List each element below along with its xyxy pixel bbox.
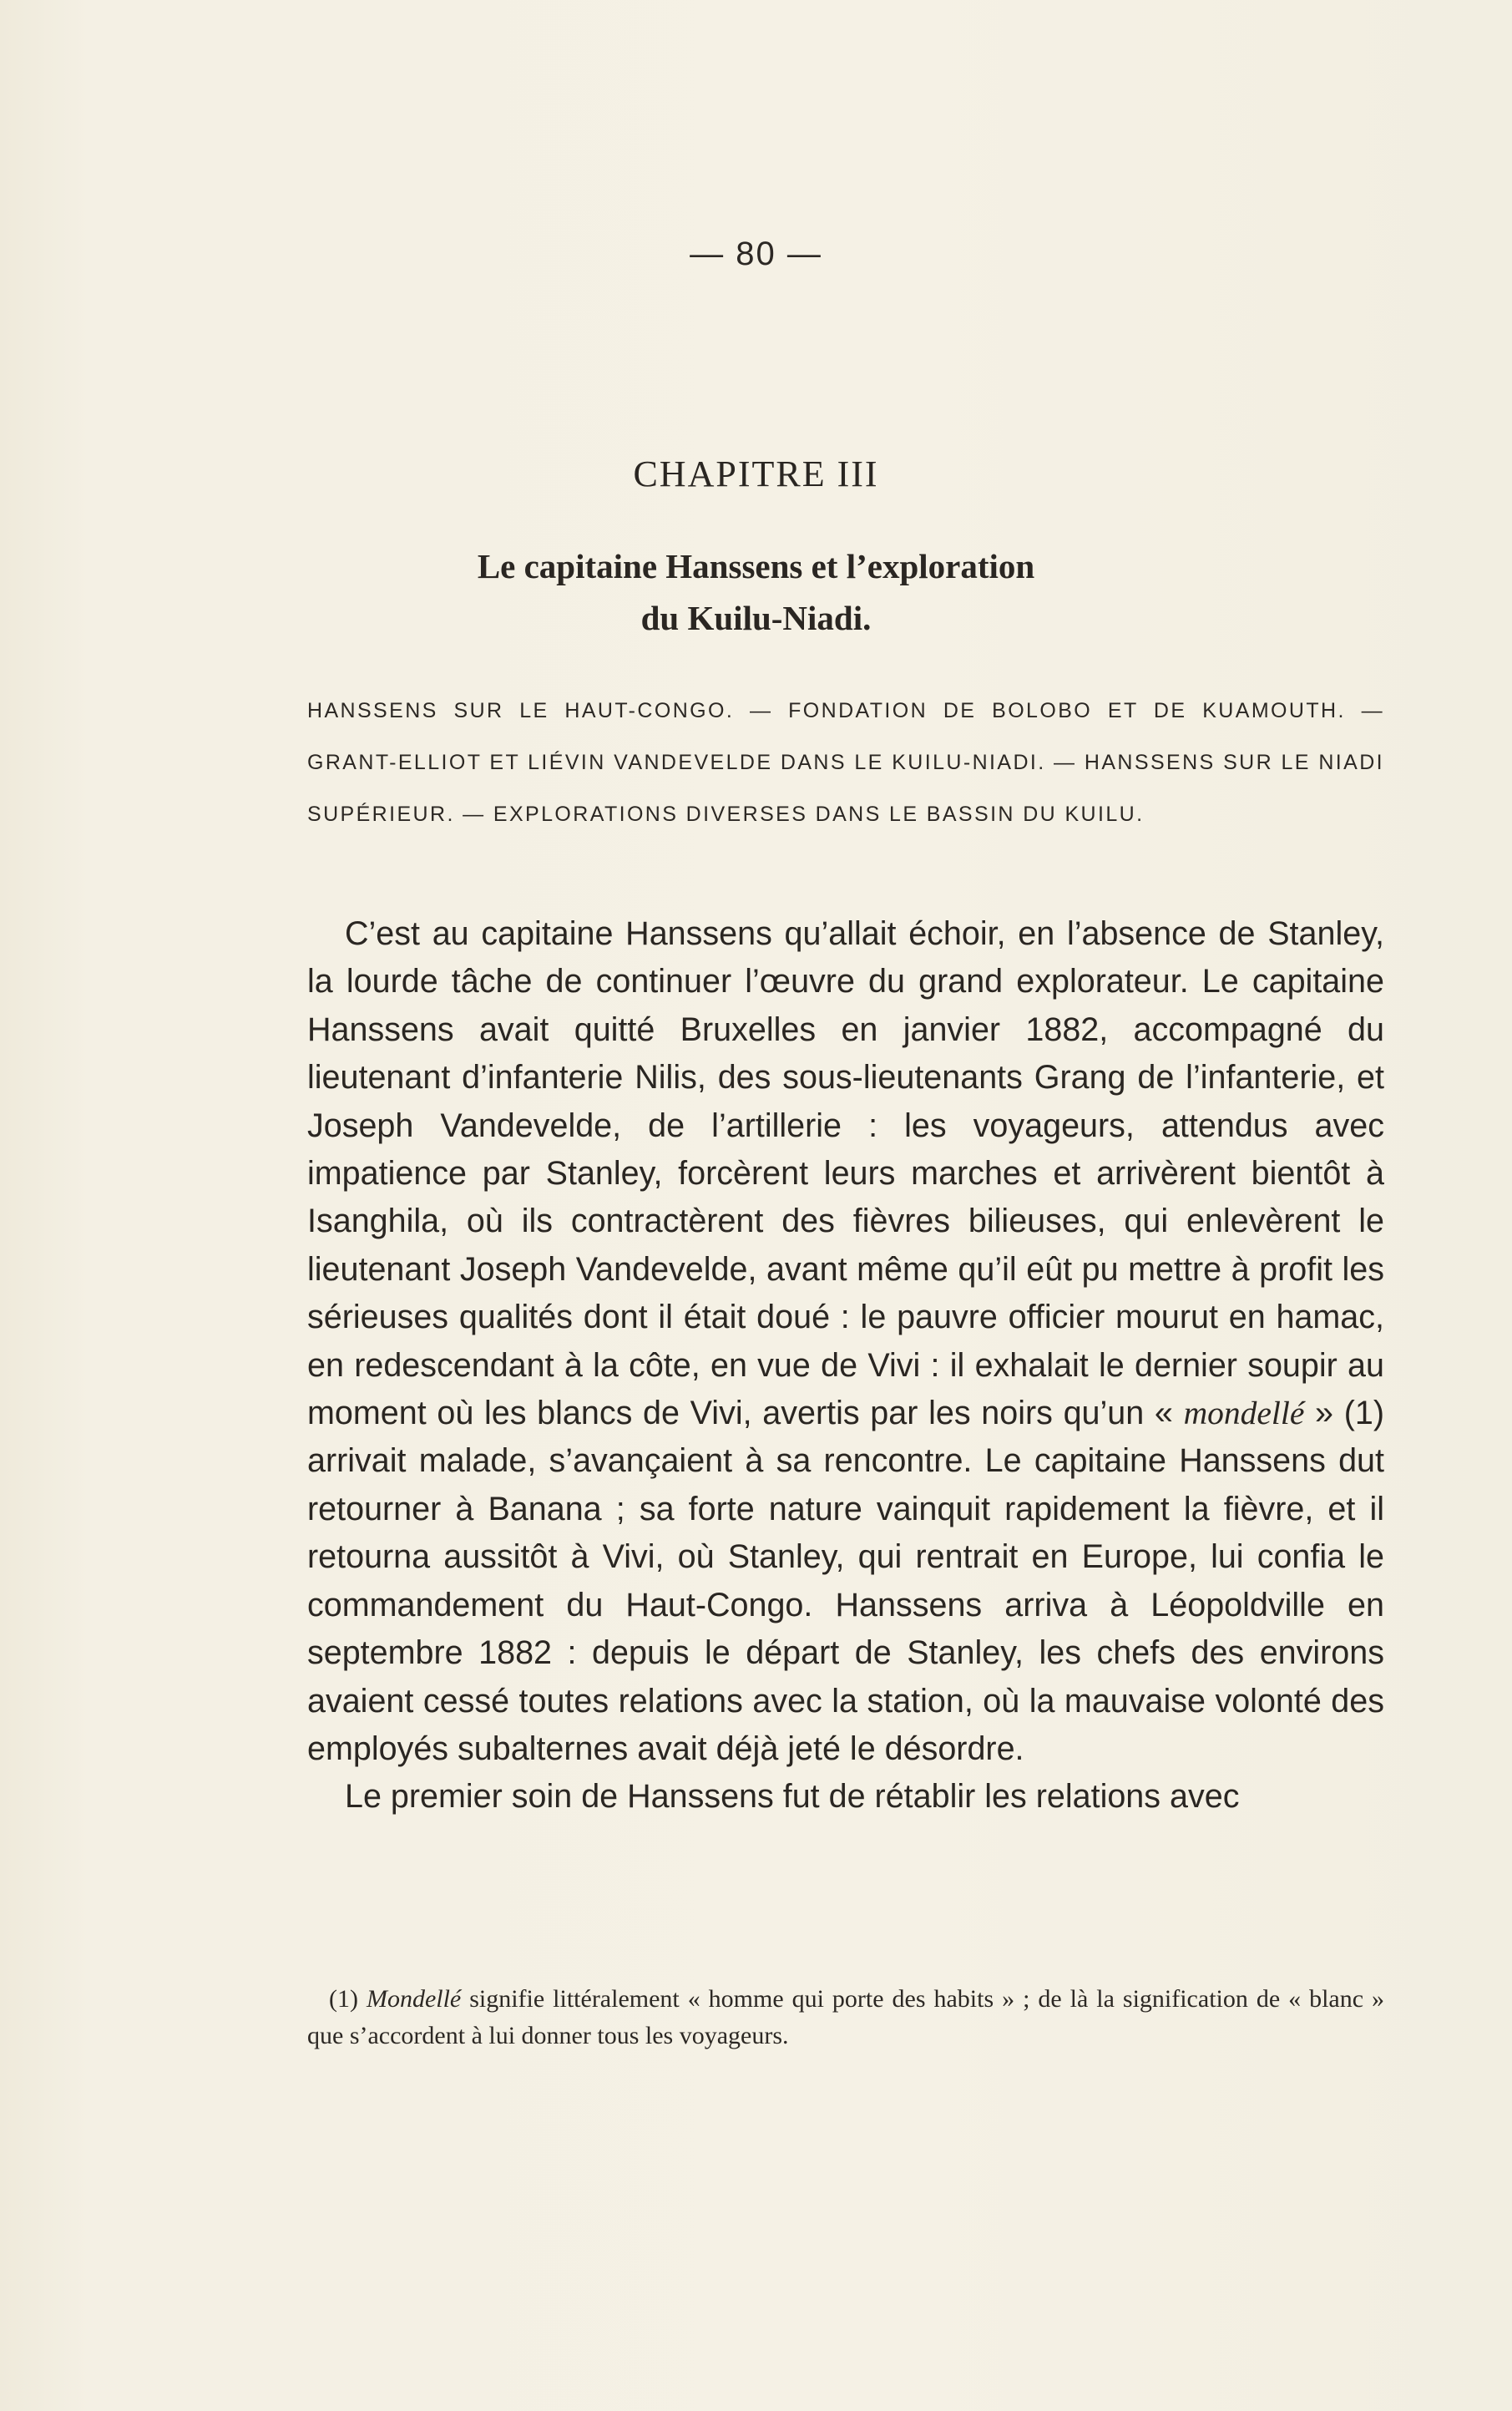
footnote	[307, 1981, 1384, 2054]
chapter-summary: HANSSENS SUR LE HAUT-CONGO. — FONDATION DE BOLOBO ET DE KUAMOUTH. — GRANT-ELLIOT ET LIÉVIN VANDEVELDE DANS LE KUILU-NIADI. — HANSSENS SUR LE NIADI SUPÉRIEUR. — EXPLORATIONS DIVERSES DANS LE BASSIN DU KUILU.	[307, 699, 1384, 826]
chapter-title	[0, 540, 1512, 644]
body-text	[307, 910, 1384, 1821]
footnote-text: signifie littéralement « homme qui porte des habits » ; de là la signification de « blanc » que s’accordent à lui donner tous les voyageurs.	[307, 1985, 1384, 2049]
paragraph-1-italic-term: mondellé	[1183, 1395, 1305, 1432]
paragraph-2: Le premier soin de Hanssens fut de rétablir les relations avec	[345, 1778, 1240, 1816]
chapter-title-line-1: Le capitaine Hanssens et l’exploration	[477, 547, 1035, 585]
footnote-marker: (1)	[329, 1985, 358, 2013]
page-number: — 80 —	[690, 236, 822, 272]
paragraph-1-part-2: » (1) arrivait malade, s’avançaient à sa rencontre. Le capitaine Hanssens dut retourner à Banana ; sa forte nature vainquit rapidement la fièvre, et il retourna aussitôt à Vivi, où Stanley, qui rentrait en Europe, lui confia le commandement du Haut-Congo. Hanssens arriva à Léopoldville en septembre 1882 : depuis le départ de Stanley, les chefs des environs avaient cessé toutes relations avec la station, où la mauvaise volonté des employés subalternes avait déjà jeté le désordre.	[307, 1395, 1384, 1767]
chapter-title-line-2: du Kuilu-Niadi.	[640, 599, 872, 637]
chapter-heading: CHAPITRE III	[633, 453, 879, 494]
paragraph-1	[307, 910, 1384, 1773]
footnote-italic-term: Mondellé	[366, 1985, 462, 2013]
paragraph-1-part-1: C’est au capitaine Hanssens qu’allait échoir, en l’absence de Stanley, la lourde tâche de continuer l’œuvre du grand explorateur. Le capitaine Hanssens avait quitté Bruxelles en janvier 1882, accompagné du lieutenant d’infanterie Nilis, des sous-lieutenants Grang de l’infanterie, et Joseph Vandevelde, de l’artillerie : les voyageurs, attendus avec impatience par Stanley, forcèrent leurs marches et arrivèrent bientôt à Isanghila, où ils contractèrent des fièvres bilieuses, qui enlevèrent le lieutenant Joseph Vandevelde, avant même qu’il eût pu mettre à profit les sérieuses qualités dont il était doué : le pauvre officier mourut en hamac, en redescendant à la côte, en vue de Vivi : il exhalait le dernier soupir au moment où les blancs de Vivi, avertis par les noirs qu’un «	[307, 915, 1384, 1432]
